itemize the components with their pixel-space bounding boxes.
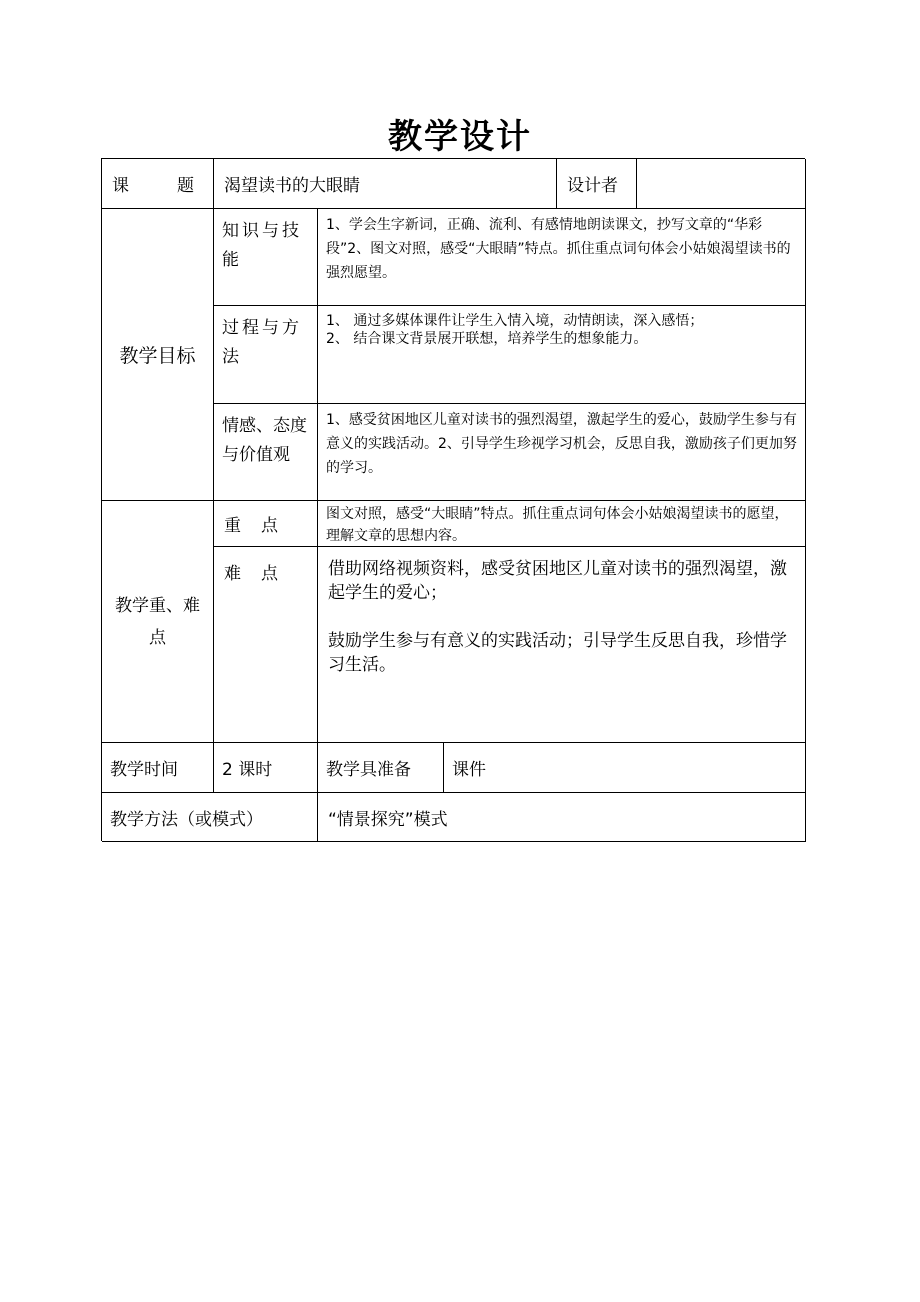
designer-label: 设计者 [557, 159, 637, 209]
emotion-label: 情感、态度与价值观 [214, 404, 318, 501]
subject-value: 渴望读书的大眼睛 [214, 159, 557, 209]
process-label: 过程与方法 [214, 306, 318, 404]
key-difficult-label: 教学重、难点 [102, 501, 214, 743]
goals-label: 教学目标 [102, 209, 214, 501]
time-label: 教学时间 [102, 743, 214, 793]
difficult-point-label-cell [214, 547, 318, 743]
time-value: 2 课时 [214, 743, 318, 793]
key-point-text: 图文对照，感受“大眼睛”特点。抓住重点词句体会小姑娘渴望读书的愿望，理解文章的思想内容。 [318, 501, 806, 547]
difficult-paragraph-1: 借助网络视频资料，感受贫困地区儿童对读书的强烈渴望，激起学生的爱心； [328, 559, 787, 603]
page-title: 教学设计 [388, 117, 532, 157]
process-text [318, 306, 806, 404]
tools-row [318, 743, 806, 793]
process-line-1: 1、 通过多媒体课件让学生入情入境，动情朗读，深入感悟； [326, 313, 704, 329]
key-point-label-cell [214, 501, 318, 547]
subject-label-cell [102, 159, 214, 209]
key-point-label: 重点 [224, 516, 278, 536]
difficult-paragraph-2: 鼓励学生参与有意义的实践活动；引导学生反思自我，珍惜学习生活。 [328, 631, 787, 675]
lesson-plan-table [101, 158, 805, 841]
knowledge-label: 知识与技能 [214, 209, 318, 306]
method-value: “情景探究”模式 [318, 793, 806, 842]
process-line-2: 2、 结合课文背景展开联想，培养学生的想象能力。 [326, 331, 648, 347]
difficult-point-label: 难点 [224, 564, 278, 584]
designer-value [637, 159, 806, 209]
difficult-point-text [318, 547, 806, 743]
method-label: 教学方法（或模式） [102, 793, 318, 842]
tools-label: 教学具准备 [318, 743, 444, 792]
subject-label: 课题 [112, 176, 194, 196]
tools-value: 课件 [452, 760, 486, 780]
emotion-text: 1、感受贫困地区儿童对读书的强烈渴望，激起学生的爱心，鼓励学生参与有意义的实践活动。2、引导学生珍视学习机会，反思自我，激励孩子们更加努的学习。 [318, 404, 806, 501]
knowledge-text: 1、学会生字新词，正确、流利、有感情地朗读课文，抄写文章的“华彩段”2、图文对照，感受“大眼睛”特点。抓住重点词句体会小姑娘渴望读书的强烈愿望。 [318, 209, 806, 306]
